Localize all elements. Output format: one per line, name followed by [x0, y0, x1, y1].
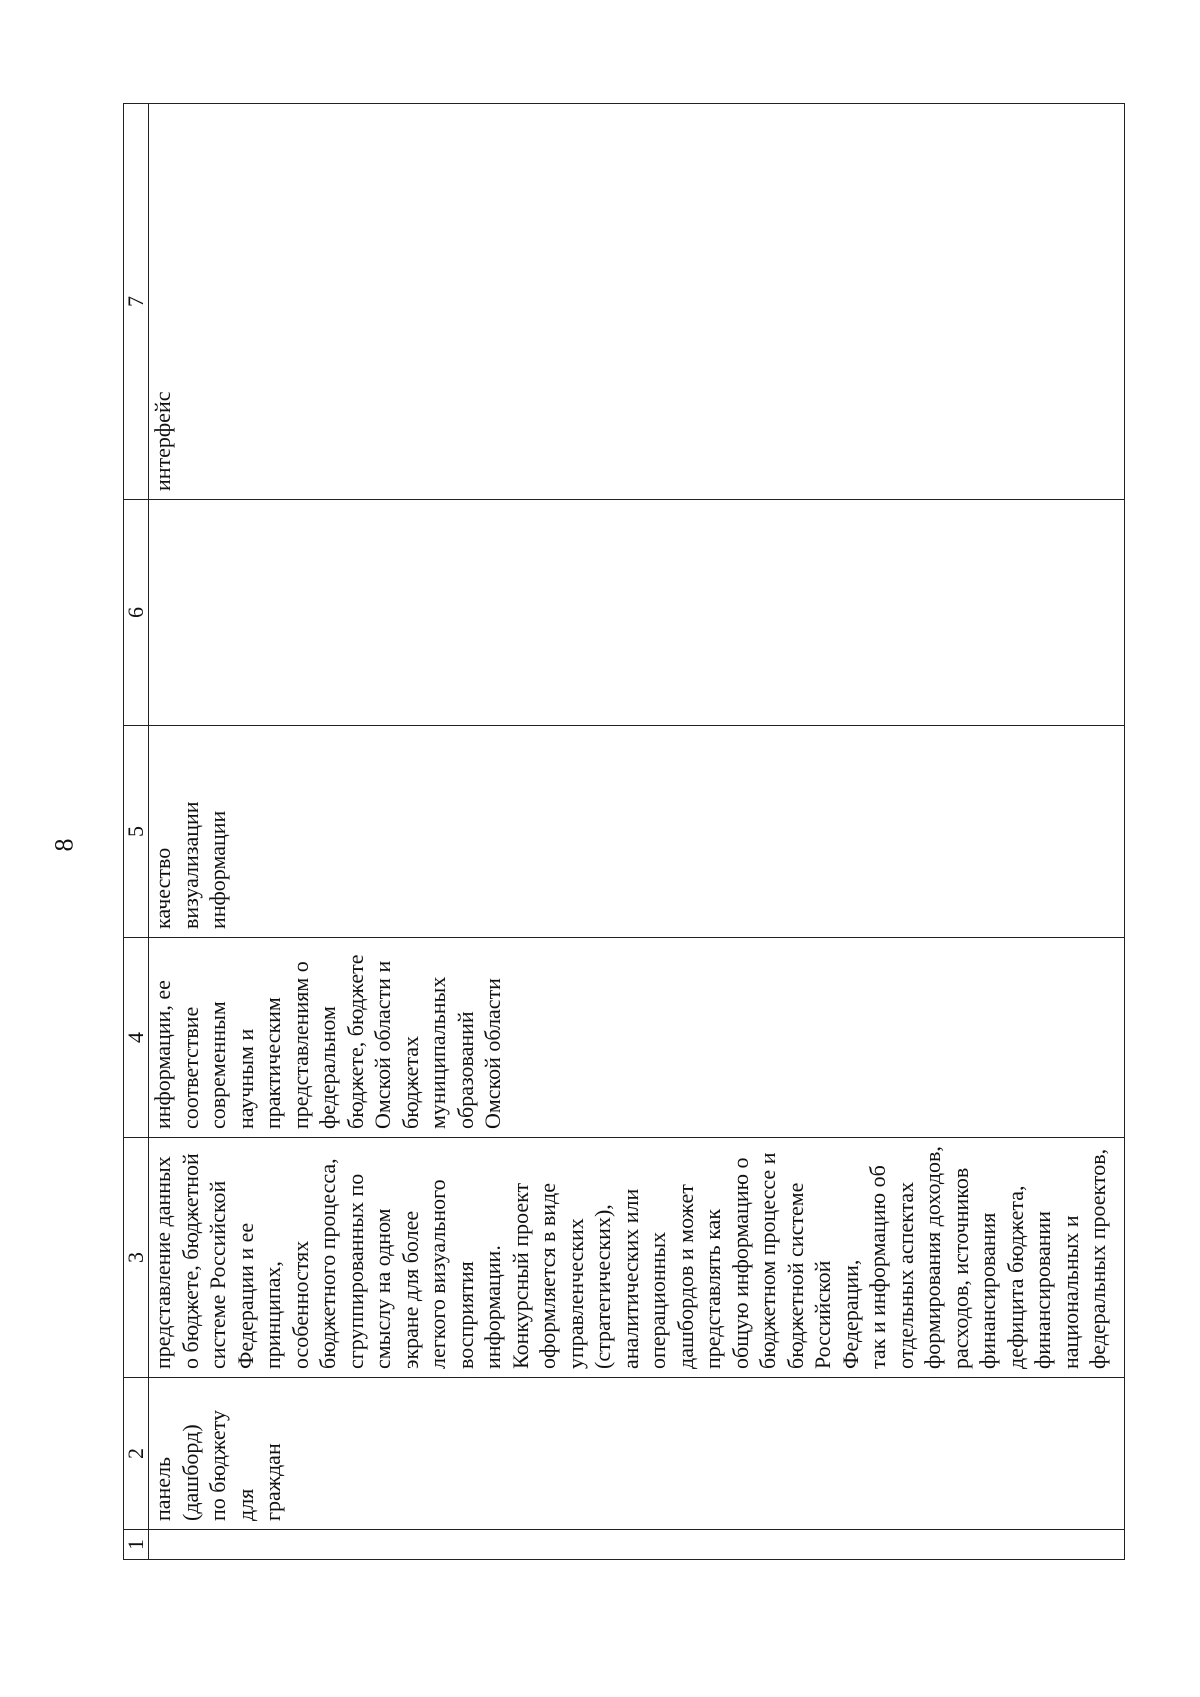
cell-col-1 — [149, 1530, 1125, 1560]
column-header-4: 4 — [124, 938, 149, 1138]
cell-text-col-7: интерфейс — [150, 391, 175, 491]
cell-text-col-2: панель (дашборд) по бюджету для граждан — [150, 1410, 285, 1521]
page-number: 8 — [49, 838, 79, 852]
rotated-table-container — [123, 104, 1135, 1560]
cell-col-3 — [149, 1138, 1125, 1378]
cell-text-col-3: представление данных о бюджете, бюджетной системе Российской Федерации и ее принципах, особенностях бюджетного процесса, сгруппированных по смыслу на одном экране для более легкого визуального восприятия информации. Конкурсный проект оформляется в виде управленческих (стратегических), аналитических или операционных дашбордов и может представлять как общую информацию о бюджетном процессе и бюджетной системе Российской Федерации, так и информацию об отдельных аспектах формирования доходов, расходов, источников финансирования дефицита бюджета, финансировании национальных и федеральных проектов, — [150, 1146, 1110, 1369]
column-header-1: 1 — [124, 1530, 149, 1560]
cell-col-2 — [149, 1378, 1125, 1530]
cell-col-5 — [149, 726, 1125, 938]
cell-text-col-4: информации, ее соответствие современным научным и практическим представлениям о федеральном бюджете, бюджете Омской области и бюджетах муниципальных образований Омской области — [150, 954, 505, 1129]
column-header-3: 3 — [124, 1138, 149, 1378]
cell-col-7 — [149, 104, 1125, 500]
cell-col-6 — [149, 500, 1125, 726]
cell-col-4 — [149, 938, 1125, 1138]
column-header-6: 6 — [124, 500, 149, 726]
table-wrapper — [123, 104, 1135, 1560]
table-row — [149, 104, 1125, 1560]
header-row — [124, 104, 149, 1560]
column-header-7: 7 — [124, 104, 149, 500]
column-header-2: 2 — [124, 1378, 149, 1530]
competition-criteria-table — [123, 103, 1125, 1560]
column-header-5: 5 — [124, 726, 149, 938]
cell-text-col-5: качество визуализации информации — [150, 801, 230, 929]
